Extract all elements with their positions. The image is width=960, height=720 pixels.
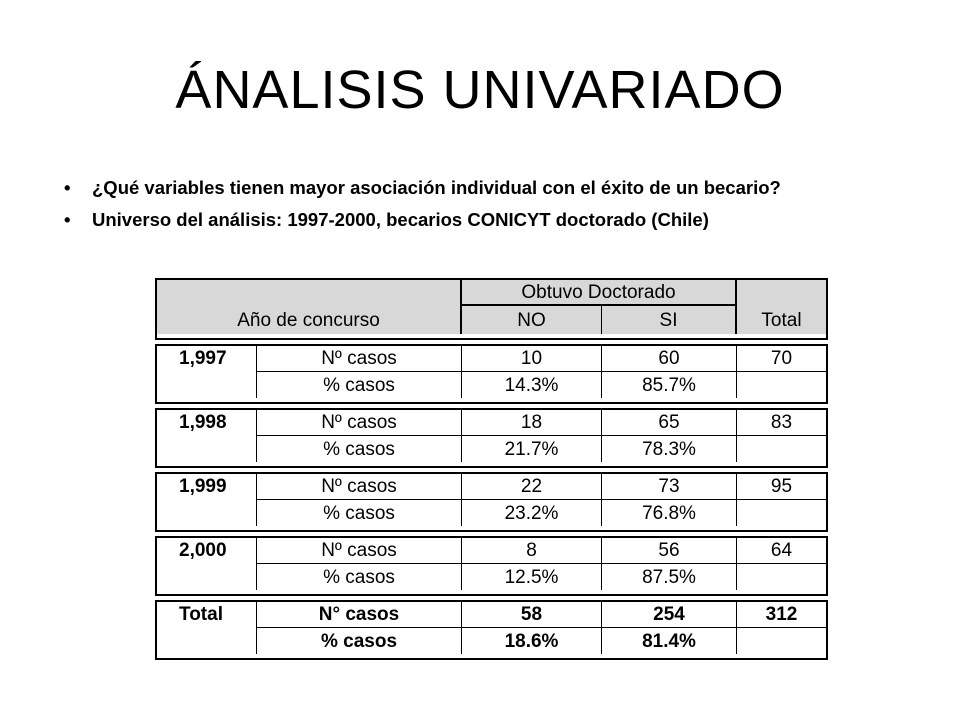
bullet-item xyxy=(64,176,904,200)
row-label: % casos xyxy=(257,564,462,590)
year-group-2000 xyxy=(155,536,828,596)
row-label: % casos xyxy=(257,436,462,462)
row-label: Nº casos xyxy=(257,346,462,371)
cell-no: 10 xyxy=(462,346,602,371)
table-row xyxy=(257,538,826,564)
cell-no: 22 xyxy=(462,474,602,499)
table-row xyxy=(257,500,826,526)
cell-no: 21.7% xyxy=(462,436,602,462)
bullet-item xyxy=(64,208,904,232)
row-label: Nº casos xyxy=(257,410,462,435)
cell-no: 14.3% xyxy=(462,372,602,398)
year-group-1999 xyxy=(155,472,828,532)
row-label: % casos xyxy=(257,500,462,526)
cell-total: 312 xyxy=(737,602,826,627)
table-row xyxy=(257,628,826,654)
bullet-text: ¿Qué variables tienen mayor asociación individual con el éxito de un becario? xyxy=(92,177,781,198)
cell-no: 58 xyxy=(462,602,602,627)
cell-total: 95 xyxy=(737,474,826,499)
header-total: Total xyxy=(737,280,826,334)
cell-si: 78.3% xyxy=(602,436,737,462)
table-row xyxy=(257,346,826,372)
table-row xyxy=(257,372,826,398)
row-label: % casos xyxy=(257,628,462,654)
row-label: Nº casos xyxy=(257,538,462,563)
total-label: Total xyxy=(157,602,257,654)
header-obtuvo-doctorado: Obtuvo Doctorado xyxy=(462,280,737,306)
cell-total xyxy=(737,372,826,398)
table-row xyxy=(257,602,826,628)
cell-total xyxy=(737,436,826,462)
cell-si: 85.7% xyxy=(602,372,737,398)
bullet-dot: • xyxy=(64,177,71,198)
bullet-list xyxy=(64,176,904,240)
results-table xyxy=(155,278,828,660)
year-label: 1,998 xyxy=(157,410,257,462)
cell-total: 83 xyxy=(737,410,826,435)
year-group-1998 xyxy=(155,408,828,468)
year-label: 1,997 xyxy=(157,346,257,398)
cell-si: 65 xyxy=(602,410,737,435)
cell-total xyxy=(737,564,826,590)
header-year: Año de concurso xyxy=(157,280,462,334)
header-no: NO xyxy=(462,306,602,334)
cell-total: 70 xyxy=(737,346,826,371)
header-si: SI xyxy=(602,306,737,334)
slide-title: ÁNALISIS UNIVARIADO xyxy=(175,60,785,120)
year-label: 2,000 xyxy=(157,538,257,590)
cell-si: 73 xyxy=(602,474,737,499)
cell-total xyxy=(737,628,826,654)
table-row xyxy=(257,474,826,500)
table-header xyxy=(155,278,828,340)
cell-no: 18 xyxy=(462,410,602,435)
total-group xyxy=(155,600,828,660)
table-row xyxy=(257,436,826,462)
cell-si: 254 xyxy=(602,602,737,627)
row-label: N° casos xyxy=(257,602,462,627)
row-label: Nº casos xyxy=(257,474,462,499)
table-row xyxy=(257,410,826,436)
year-label: 1,999 xyxy=(157,474,257,526)
year-group-1997 xyxy=(155,344,828,404)
cell-si: 81.4% xyxy=(602,628,737,654)
row-label: % casos xyxy=(257,372,462,398)
bullet-dot: • xyxy=(64,209,71,230)
cell-no: 18.6% xyxy=(462,628,602,654)
cell-si: 60 xyxy=(602,346,737,371)
bullet-text: Universo del análisis: 1997-2000, becarios CONICYT doctorado (Chile) xyxy=(92,209,709,230)
cell-total: 64 xyxy=(737,538,826,563)
cell-no: 12.5% xyxy=(462,564,602,590)
cell-no: 8 xyxy=(462,538,602,563)
table-row xyxy=(257,564,826,590)
cell-si: 76.8% xyxy=(602,500,737,526)
cell-total xyxy=(737,500,826,526)
cell-si: 87.5% xyxy=(602,564,737,590)
cell-no: 23.2% xyxy=(462,500,602,526)
cell-si: 56 xyxy=(602,538,737,563)
